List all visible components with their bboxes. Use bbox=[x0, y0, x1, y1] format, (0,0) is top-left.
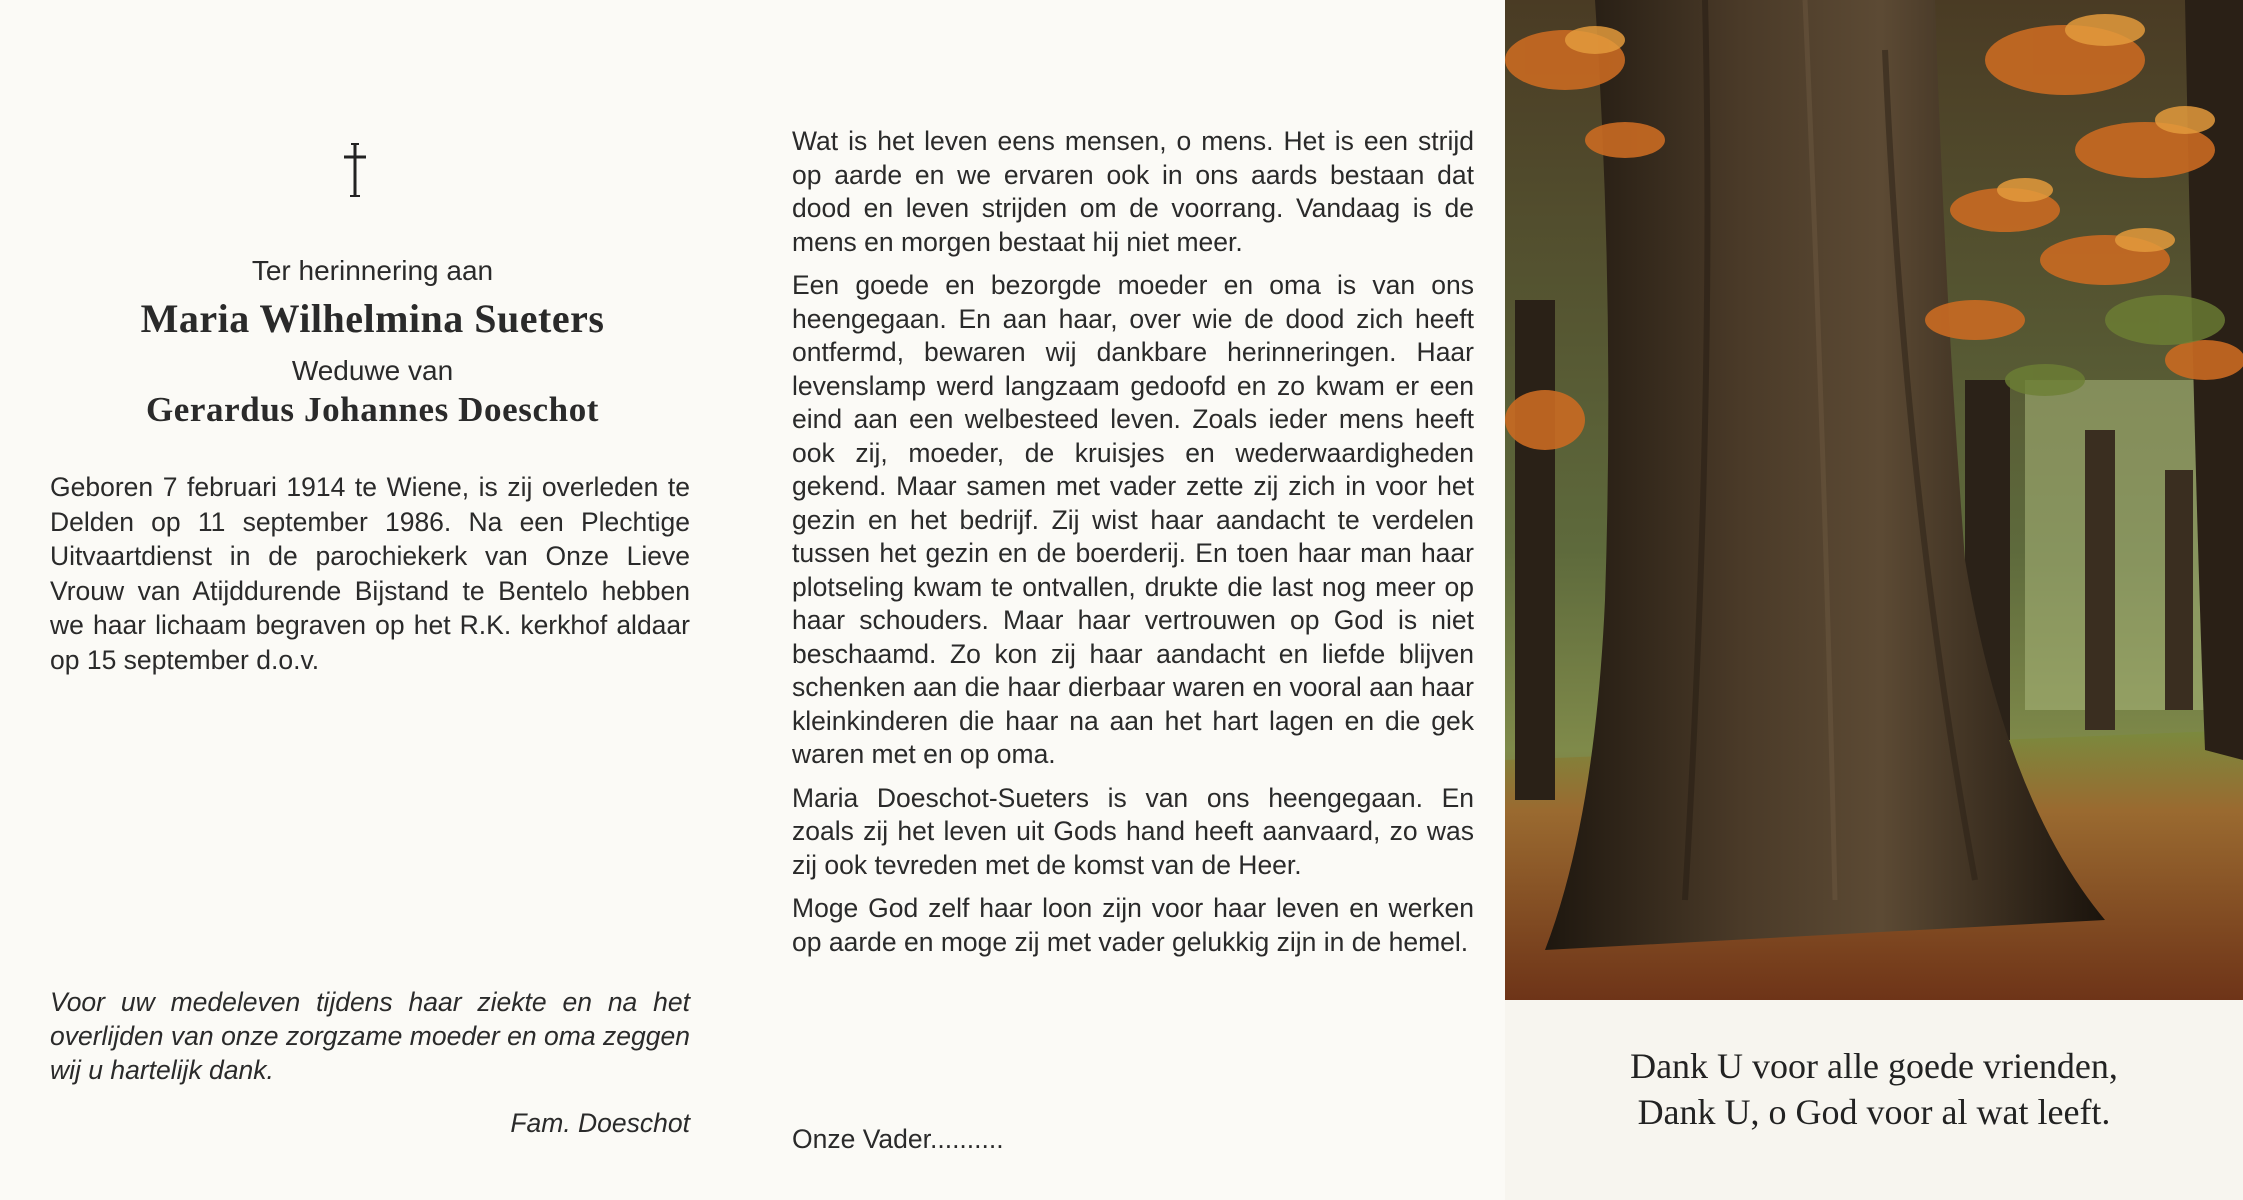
eulogy-paragraph-3: Maria Doeschot-Sueters is van ons heengegaan. En zoals zij het leven uit Gods hand heeft aanvaard, zo was zij ook tevreden met de komst van de Heer. bbox=[792, 782, 1474, 880]
widow-text: Weduwe van bbox=[291, 355, 454, 386]
family-signature: Fam. Doeschot bbox=[510, 1108, 690, 1138]
caption-line-2: Dank U, o God voor al wat leeft. bbox=[1637, 1092, 2111, 1132]
autumn-tree-photo bbox=[1505, 0, 2243, 1000]
eulogy-paragraph-4: Moge God zelf haar loon zijn voor haar leven en werken op aarde en moge zij met vader gelukkig zijn in de hemel. bbox=[792, 893, 1474, 957]
photo-caption bbox=[1505, 1043, 2243, 1135]
middle-panel bbox=[745, 0, 1505, 1200]
left-panel bbox=[0, 0, 745, 1200]
right-panel bbox=[1505, 0, 2243, 1200]
eulogy-text bbox=[792, 125, 1474, 969]
intro-text: Ter herinnering aan bbox=[251, 255, 494, 286]
cross-icon bbox=[320, 140, 390, 200]
eulogy-paragraph-2: Een goede en bezorgde moeder en oma is van ons heengegaan. En aan haar, over wie de dood zich heeft ontfermd, bewaren wij dankbare herinneringen. Haar levenslamp werd langzaam gedoofd en zo kwam er een eind aan een welbesteed leven. Zoals ieder mens heeft ook zij, moeder, de kruisjes en wederwaardigheden gekend. Maar samen met vader zette zij zich in voor het gezin en het bedrijf. Zij wist haar aandacht te verdelen tussen het gezin en de boerderij. En toen haar man haar plotseling kwam te ontvallen, drukte die last nog meer op haar schouders. Maar haar vertrouwen op God is niet beschaamd. Zo kon zij haar aandacht en liefde blijven schenken aan die haar dierbaar waren en vooral aan haar kleinkinderen die haar na aan het hart lagen en die gek waren met en op oma. bbox=[792, 270, 1474, 769]
thanks-paragraph: Voor uw medeleven tijdens haar ziekte en na het overlijden van onze zorgzame moeder en oma zeggen wij u hartelijk dank. bbox=[50, 987, 690, 1085]
prayer-text: Onze Vader.......... bbox=[792, 1124, 1004, 1154]
eulogy-paragraph-1: Wat is het leven eens mensen, o mens. Het is een strijd op aarde en we ervaren ook in ons aards bestaan dat dood en leven strijden om de voorrang. Vandaag is de mens en morgen bestaat hij niet meer. bbox=[792, 126, 1474, 257]
deceased-name: Maria Wilhelmina Sueters bbox=[140, 296, 605, 341]
biography-paragraph: Geboren 7 februari 1914 te Wiene, is zij overleden te Delden op 11 september 1986. Na een Plechtige Uitvaartdienst in de parochiekerk van Onze Lieve Vrouw van Atijddurende Bijstand te Bentelo hebben we haar lichaam begraven op het R.K. kerkhof aldaar op 15 september d.o.v. bbox=[50, 472, 690, 675]
caption-line-1: Dank U voor alle goede vrienden, bbox=[1630, 1046, 2118, 1086]
husband-name: Gerardus Johannes Doeschot bbox=[145, 390, 600, 429]
